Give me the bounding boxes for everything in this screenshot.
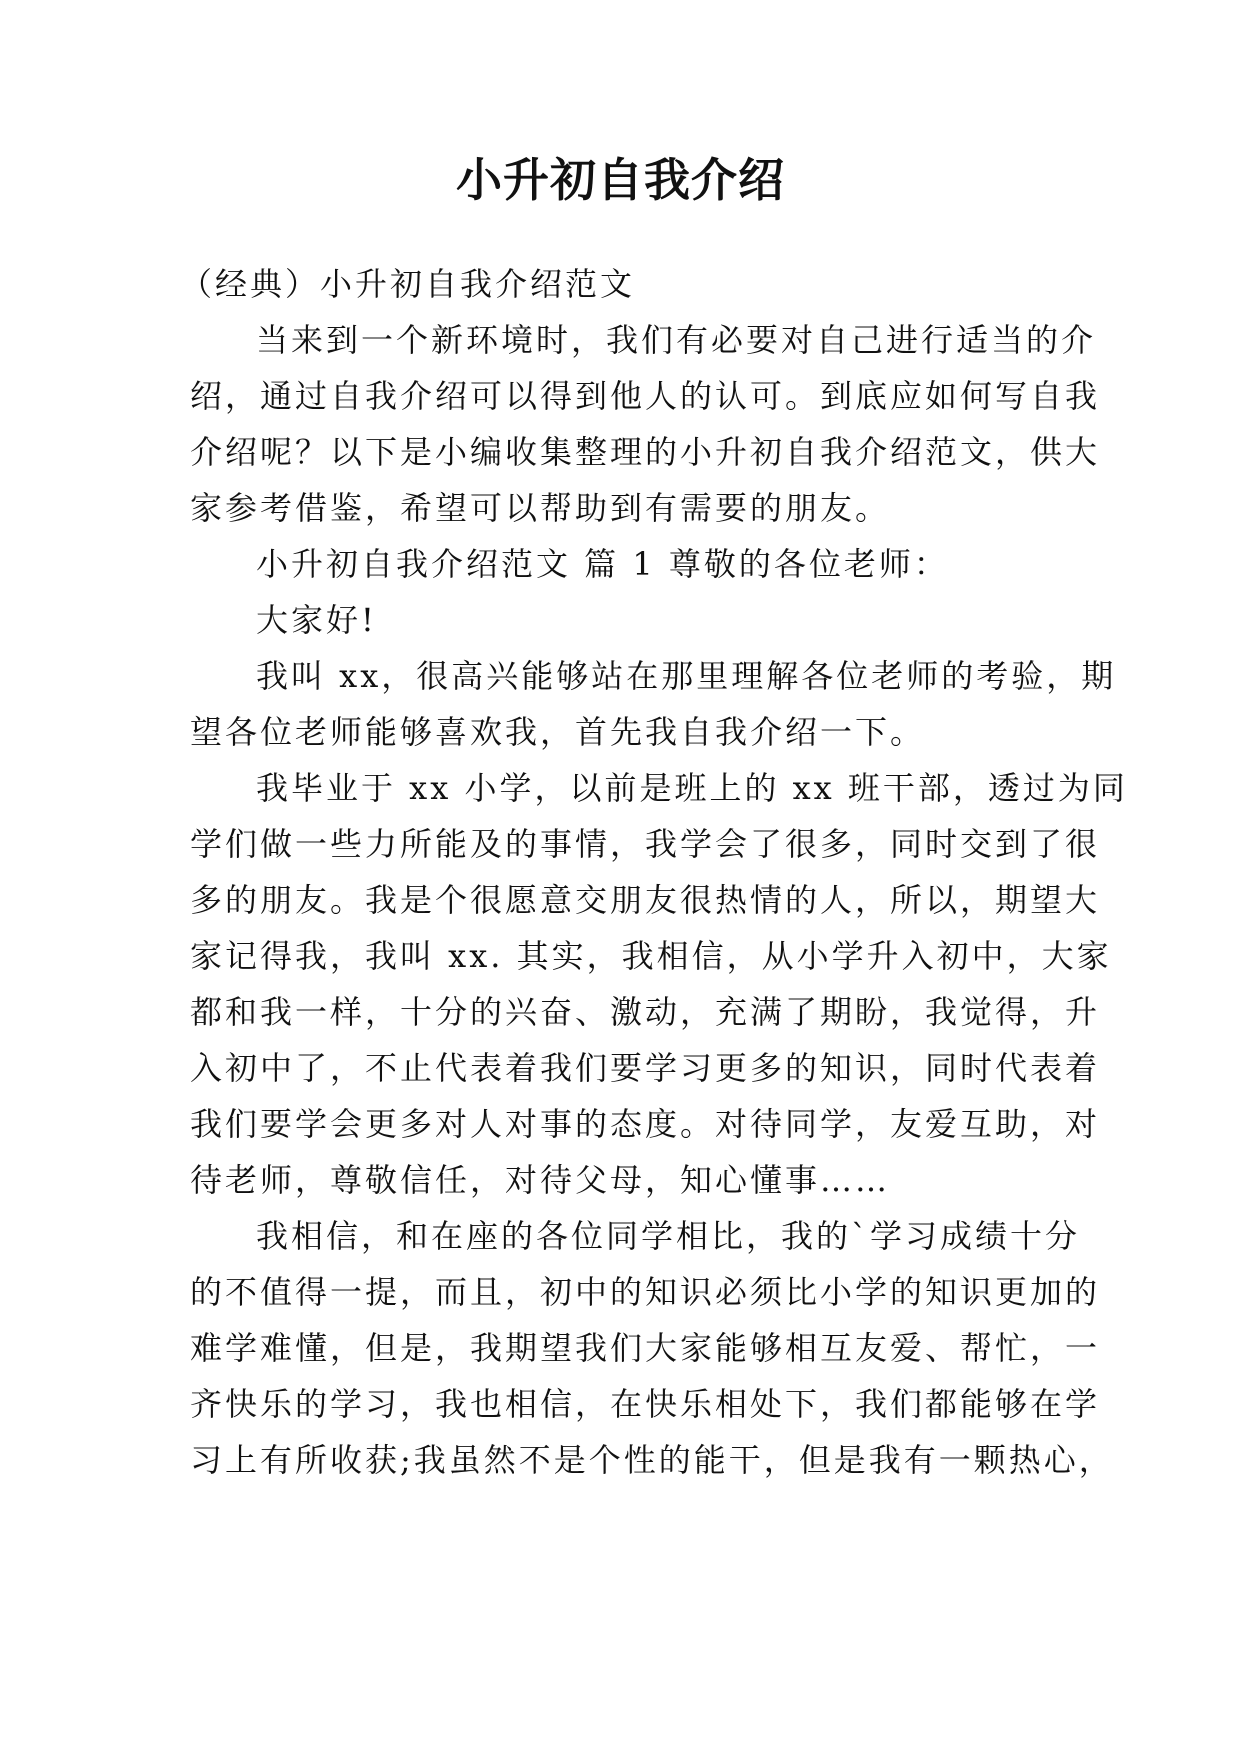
text-line: 学们做一些力所能及的事情，我学会了很多，同时交到了很: [190, 825, 1101, 863]
document-title: 小升初自我介绍: [456, 153, 785, 207]
text-line: 当来到一个新环境时，我们有必要对自己进行适当的介: [256, 321, 1097, 359]
text-line: 绍，通过自我介绍可以得到他人的认可。到底应如何写自我: [190, 377, 1101, 415]
text-line: 家参考借鉴，希望可以帮助到有需要的朋友。: [190, 489, 891, 527]
text-line: 习上有所收获;我虽然不是个性的能干，但是我有一颗热心，: [190, 1441, 1114, 1479]
text-line: 的不值得一提，而且，初中的知识必须比小学的知识更加的: [190, 1273, 1101, 1311]
text-line: 难学难懂，但是，我期望我们大家能够相互友爱、帮忙，一: [190, 1329, 1101, 1367]
text-line: 我们要学会更多对人对事的态度。对待同学，友爱互助，对: [190, 1105, 1101, 1143]
subtitle-line: （经典）小升初自我介绍范文: [180, 265, 636, 303]
text-line: 介绍呢？以下是小编收集整理的小升初自我介绍范文，供大: [190, 433, 1101, 471]
section-heading-line: 小升初自我介绍范文 篇 1 尊敬的各位老师：: [256, 545, 949, 583]
text-line: 都和我一样，十分的兴奋、激动，充满了期盼，我觉得，升: [190, 993, 1101, 1031]
text-line: 望各位老师能够喜欢我，首先我自我介绍一下。: [190, 713, 926, 751]
text-line: 入初中了，不止代表着我们要学习更多的知识，同时代表着: [190, 1049, 1101, 1087]
text-line: 我相信，和在座的各位同学相比，我的`学习成绩十分: [256, 1217, 1081, 1255]
text-line: 待老师，尊敬信任，对待父母，知心懂事……: [190, 1161, 891, 1199]
text-line: 我叫 xx，很高兴能够站在那里理解各位老师的考验，期: [256, 657, 1117, 695]
text-line: 家记得我，我叫 xx. 其实，我相信，从小学升入初中，大家: [190, 937, 1112, 975]
text-line: 我毕业于 xx 小学，以前是班上的 xx 班干部，透过为同: [256, 769, 1128, 807]
text-line: 多的朋友。我是个很愿意交朋友很热情的人，所以，期望大: [190, 881, 1101, 919]
greeting-line: 大家好!: [256, 601, 377, 639]
text-line: 齐快乐的学习，我也相信，在快乐相处下，我们都能够在学: [190, 1385, 1101, 1423]
